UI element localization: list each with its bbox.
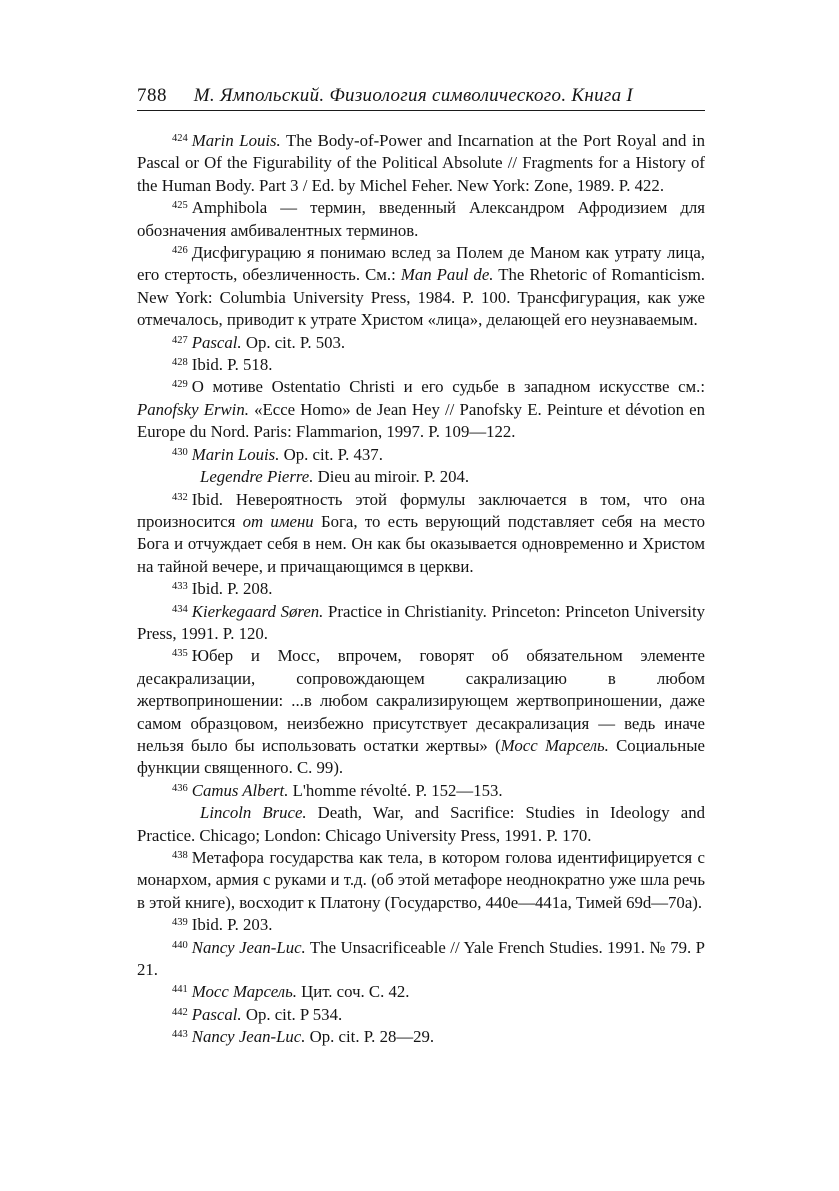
footnote-number: 439 [172,917,188,929]
footnote [137,197,705,242]
footnote [137,1026,705,1048]
footnote-author: Panofsky Erwin. [137,399,249,419]
footnote-author: Lincoln Bruce. [200,803,307,823]
footnote [137,130,705,197]
footnote-number: 441 [172,984,188,996]
footnote-author: Мосс Марсель. [500,735,609,755]
footnote-number: 438 [172,850,188,861]
footnote-number: 429 [172,379,188,391]
footnote-number: 432 [172,491,188,503]
footnote [137,645,705,779]
footnote-author: Camus Albert. [191,780,289,800]
footnote-text: Practice in Christianity. Princeton: Princeton University Press, 1991. P. 120. [137,601,706,643]
footnote [137,578,705,600]
footnote [137,466,705,488]
footnote [137,354,705,376]
footnote-text: Ibid. P. 208. [191,579,273,599]
footnote-text: Amphibola — термин, введенный Александром Афродизием для обозначения амбивалентных терминов. [137,198,705,240]
footnote-text: Op. cit. P. 28—29. [305,1027,435,1047]
footnote-author: Man Paul de. [400,265,494,285]
footnote [137,489,705,579]
footnote-text: Op. cit. P. 503. [241,332,346,352]
footnote-author: Legendre Pierre. [200,467,314,487]
footnote-author: Pascal. [191,332,242,352]
footnote-text: «Ecce Homo» de Jean Hey // Panofsky E. Peinture et dévotion en Europe du Nord. Paris: Flammarion, 1997. P. 109—122. [137,399,706,442]
footnote-author: Мосс Марсель. [191,982,297,1002]
footnote-text: Цит. соч. С. 42. [296,982,410,1002]
footnote-number: 428 [172,357,188,369]
footnote [137,1004,705,1026]
footnote [137,780,705,802]
footnote [137,937,705,982]
footnote-text: Op. cit. P 534. [241,1004,343,1024]
footnote [137,332,705,354]
footnote-number: 436 [172,782,188,794]
footnote-author: Pascal. [191,1004,242,1024]
footnote-number: 433 [172,581,188,593]
running-head-title: М. Ямпольский. Физиология символического. Книга I [193,85,634,106]
footnote-text: Юбер и Мосс, впрочем, говорят об обязательном элементе десакрализации, сопровождающем сакрализацию в любом жертвоприношении: ...в любом сакрализирующем жертвоприношении, даже самом образцовом, неизбежно присутствует десакрализация — ведь иначе нельзя было бы использовать остатки жертвы» ( [137,646,705,755]
footnote-text: О мотиве Ostentatio Christi и его судьбе в западном искусстве см.: [191,377,705,397]
footnote-text: Метафора государства как тела, в котором голова идентифицируется с монархом, армия с руками и т.д. (об этой метафоре неоднократно уже шла речь в этой книге), восходит к Платону (Государство, 440e—441a, Тимей 69d—70a). [137,848,705,912]
footnote [137,376,705,443]
footnote-text: Op. cit. P. 437. [279,444,383,464]
footnote-text: Ibid. Невероятность этой формулы заключается в том, что она произносится [137,489,705,531]
page-number: 788 [137,85,167,106]
footnote-number: 424 [172,133,188,144]
footnote-author: Kierkegaard Søren. [191,601,324,621]
footnote-text: Бога, то есть верующий подставляет себя на место Бога и отчуждает себя в нем. Он как бы оказывается одновременно и Христом на тайной вечере, и причащающимся в церкви. [137,511,705,576]
footnote-author: Nancy Jean-Luc. [191,937,306,957]
footnote-number: 443 [172,1029,188,1041]
footnote-number: 430 [172,446,188,458]
footnotes-list [137,130,705,1049]
footnote-author: Nancy Jean-Luc. [191,1027,306,1047]
footnote-text: Ibid. P. 518. [191,355,273,375]
footnote [137,981,705,1003]
footnote-text: The Rhetoric of Romanticism. New York: Columbia University Press, 1984. P. 100. Трансфигурация, как уже отмечалось, приводит к утрате Христом «лица», делающей его неузнаваемым. [137,265,705,330]
footnote-text: Dieu au miroir. P. 204. [313,467,470,487]
footnote-text: Ibid. P. 203. [191,915,273,935]
footnote-text: The Body-of-Power and Incarnation at the Port Royal and in Pascal or Of the Figurability of the Political Absolute // Fragments for a History of the Human Body. Part 3 / Ed. by Michel Feher. New York: Zone, 1989. P. 422. [137,131,706,195]
running-header [137,84,705,111]
footnote [137,802,705,847]
footnote-author: Marin Louis. [191,131,281,150]
footnote [137,242,705,332]
footnote-text: L'homme révolté. P. 152—153. [288,780,503,800]
footnote-number: 435 [172,648,188,660]
footnote-author: от имени [242,511,314,531]
footnote-text: Социальные функции священного. С. 99). [137,735,705,778]
footnote-number: 442 [172,1006,188,1018]
footnote-number: 427 [172,334,188,346]
footnote-text: Death, War, and Sacrifice: Studies in Ideology and Practice. Chicago; London: Chicago University Press, 1991. P. 170. [137,803,705,845]
footnote-number: 426 [172,245,188,257]
footnote-number: 425 [172,200,188,212]
footnote [137,847,705,914]
footnote-text: Дисфигурацию я понимаю вслед за Полем де Маном как утрату лица, его стертость, обезличенность. См.: [137,243,705,285]
footnote-number: 440 [172,939,188,951]
footnote [137,601,705,646]
footnote [137,914,705,936]
footnote-number: 434 [172,603,188,615]
footnote-text: The Unsacrificeable // Yale French Studies. 1991. № 79. P 21. [137,937,706,980]
footnote-author: Marin Louis. [191,444,280,464]
footnote [137,444,705,466]
